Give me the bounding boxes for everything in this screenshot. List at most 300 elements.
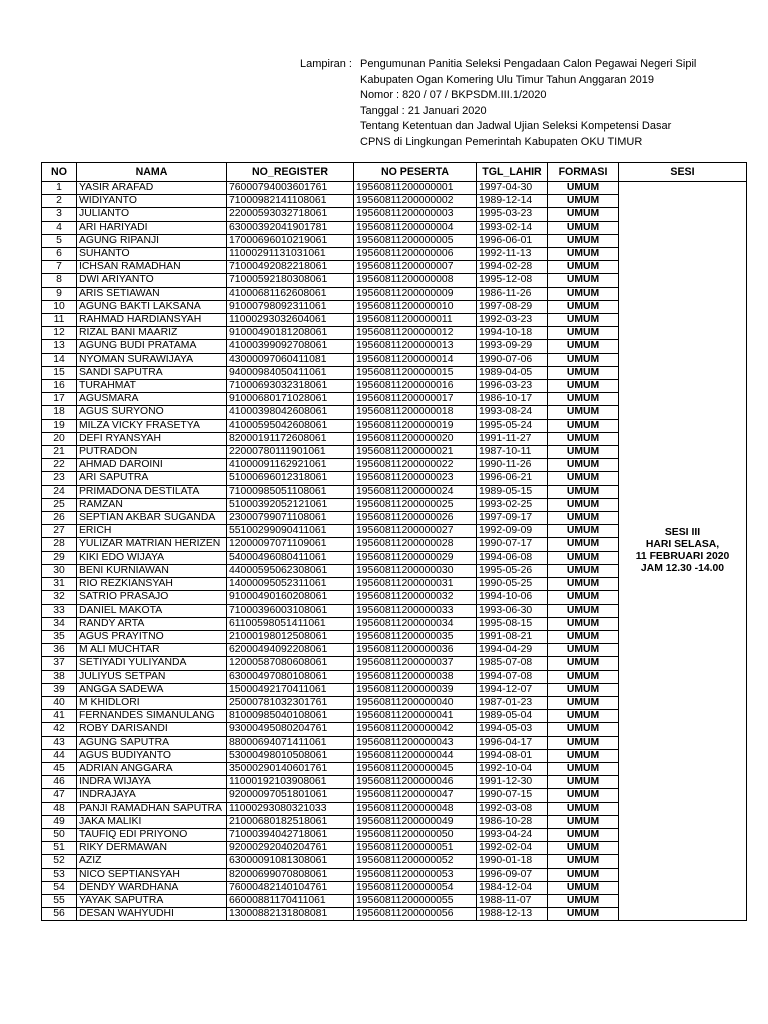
row-tgl-lahir: 1996-04-17 <box>477 736 548 749</box>
row-tgl-lahir: 1993-02-14 <box>477 221 548 234</box>
column-header-tgl-lahir: TGL_LAHIR <box>477 163 548 182</box>
row-nama: MILZA VICKY FRASETYA <box>77 419 227 432</box>
row-tgl-lahir: 1995-05-24 <box>477 419 548 432</box>
row-tgl-lahir: 1991-11-27 <box>477 432 548 445</box>
row-no: 18 <box>42 406 77 419</box>
header-line-3 <box>300 88 760 104</box>
row-tgl-lahir: 1994-12-07 <box>477 683 548 696</box>
row-no: 28 <box>42 538 77 551</box>
row-no-peserta: 19560811200000003 <box>354 208 477 221</box>
row-no-peserta: 19560811200000033 <box>354 604 477 617</box>
row-no-peserta: 19560811200000021 <box>354 446 477 459</box>
row-no: 25 <box>42 498 77 511</box>
row-nama: SEPTIAN AKBAR SUGANDA <box>77 512 227 525</box>
row-no-peserta: 19560811200000053 <box>354 868 477 881</box>
table-body <box>42 182 747 921</box>
row-no-peserta: 19560811200000025 <box>354 498 477 511</box>
row-no-register: 12000097071109061 <box>227 538 354 551</box>
row-no-peserta: 19560811200000011 <box>354 314 477 327</box>
announcement-title: Pengumunan Panitia Seleksi Pengadaan Calon Pegawai Negeri Sipil <box>360 58 697 70</box>
row-formasi: UMUM <box>548 393 619 406</box>
row-no-register: 21000198012508061 <box>227 630 354 643</box>
row-no-peserta: 19560811200000005 <box>354 234 477 247</box>
row-no-register: 41000681162608061 <box>227 287 354 300</box>
row-tgl-lahir: 1986-11-26 <box>477 287 548 300</box>
attachment-header <box>300 57 760 151</box>
row-tgl-lahir: 1988-11-07 <box>477 894 548 907</box>
row-nama: DESAN WAHYUDHI <box>77 908 227 921</box>
row-no-register: 11000291131031061 <box>227 248 354 261</box>
row-no-peserta: 19560811200000028 <box>354 538 477 551</box>
row-formasi: UMUM <box>548 446 619 459</box>
row-formasi: UMUM <box>548 855 619 868</box>
row-no: 44 <box>42 749 77 762</box>
row-no-peserta: 19560811200000045 <box>354 762 477 775</box>
attachment-label: Lampiran : <box>300 58 352 70</box>
row-nama: DANIEL MAKOTA <box>77 604 227 617</box>
row-no-peserta: 19560811200000049 <box>354 815 477 828</box>
row-formasi: UMUM <box>548 723 619 736</box>
row-formasi: UMUM <box>548 894 619 907</box>
row-no: 6 <box>42 248 77 261</box>
row-formasi: UMUM <box>548 525 619 538</box>
row-no-register: 66000881170411061 <box>227 894 354 907</box>
row-no: 26 <box>42 512 77 525</box>
row-tgl-lahir: 1989-05-15 <box>477 485 548 498</box>
row-nama: ROBY DARISANDI <box>77 723 227 736</box>
row-no-register: 62000494092208061 <box>227 644 354 657</box>
row-no: 40 <box>42 696 77 709</box>
row-nama: SUHANTO <box>77 248 227 261</box>
row-tgl-lahir: 1995-08-15 <box>477 617 548 630</box>
row-formasi: UMUM <box>548 234 619 247</box>
row-no-register: 22000593032718061 <box>227 208 354 221</box>
row-nama: AZIZ <box>77 855 227 868</box>
row-tgl-lahir: 1996-06-21 <box>477 472 548 485</box>
row-formasi: UMUM <box>548 762 619 775</box>
row-no: 5 <box>42 234 77 247</box>
row-no: 51 <box>42 842 77 855</box>
row-no-register: 41000595042608061 <box>227 419 354 432</box>
row-tgl-lahir: 1994-04-29 <box>477 644 548 657</box>
row-tgl-lahir: 1990-01-18 <box>477 855 548 868</box>
row-tgl-lahir: 1995-12-08 <box>477 274 548 287</box>
row-tgl-lahir: 1986-10-28 <box>477 815 548 828</box>
row-no: 53 <box>42 868 77 881</box>
row-formasi: UMUM <box>548 498 619 511</box>
row-no-register: 71000592180308061 <box>227 274 354 287</box>
row-no-register: 92000292040204761 <box>227 842 354 855</box>
row-nama: INDRAJAYA <box>77 789 227 802</box>
row-no: 24 <box>42 485 77 498</box>
row-nama: AGUNG SAPUTRA <box>77 736 227 749</box>
row-tgl-lahir: 1996-06-01 <box>477 234 548 247</box>
row-no: 42 <box>42 723 77 736</box>
row-no-register: 41000398042608061 <box>227 406 354 419</box>
row-no-peserta: 19560811200000037 <box>354 657 477 670</box>
row-no-peserta: 19560811200000007 <box>354 261 477 274</box>
row-nama: PRIMADONA DESTILATA <box>77 485 227 498</box>
row-no: 14 <box>42 353 77 366</box>
row-no: 13 <box>42 340 77 353</box>
row-formasi: UMUM <box>548 248 619 261</box>
row-formasi: UMUM <box>548 617 619 630</box>
row-no: 54 <box>42 881 77 894</box>
row-no-peserta: 19560811200000042 <box>354 723 477 736</box>
session-info-cell <box>619 182 747 921</box>
row-nama: AGUNG BUDI PRATAMA <box>77 340 227 353</box>
row-no: 52 <box>42 855 77 868</box>
row-formasi: UMUM <box>548 657 619 670</box>
row-no: 3 <box>42 208 77 221</box>
row-nama: JULIANTO <box>77 208 227 221</box>
row-no-peserta: 19560811200000043 <box>354 736 477 749</box>
row-formasi: UMUM <box>548 419 619 432</box>
row-no-register: 82000191172608061 <box>227 432 354 445</box>
row-no-peserta: 19560811200000047 <box>354 789 477 802</box>
row-no: 20 <box>42 432 77 445</box>
row-no-peserta: 19560811200000031 <box>354 578 477 591</box>
row-no-peserta: 19560811200000039 <box>354 683 477 696</box>
row-no: 27 <box>42 525 77 538</box>
row-tgl-lahir: 1993-02-25 <box>477 498 548 511</box>
row-no-register: 17000696010219061 <box>227 234 354 247</box>
row-no: 17 <box>42 393 77 406</box>
row-no-register: 91000490181208061 <box>227 327 354 340</box>
row-nama: PANJI RAMADHAN SAPUTRA <box>77 802 227 815</box>
row-formasi: UMUM <box>548 881 619 894</box>
row-tgl-lahir: 1986-10-17 <box>477 393 548 406</box>
row-nama: TURAHMAT <box>77 380 227 393</box>
row-no-register: 13000882131808081 <box>227 908 354 921</box>
row-no-peserta: 19560811200000014 <box>354 353 477 366</box>
row-formasi: UMUM <box>548 815 619 828</box>
row-nama: RIKY DERMAWAN <box>77 842 227 855</box>
session-line: 11 FEBRUARI 2020 <box>635 551 730 563</box>
row-no-peserta: 19560811200000030 <box>354 564 477 577</box>
row-no-peserta: 19560811200000002 <box>354 195 477 208</box>
row-formasi: UMUM <box>548 353 619 366</box>
row-no-peserta: 19560811200000038 <box>354 670 477 683</box>
row-no-register: 71000982141108061 <box>227 195 354 208</box>
table-header-row <box>42 163 747 182</box>
row-nama: AGUSMARA <box>77 393 227 406</box>
row-no-register: 11000293032604061 <box>227 314 354 327</box>
row-no: 38 <box>42 670 77 683</box>
row-no-register: 35000290140601761 <box>227 762 354 775</box>
row-no-register: 92000097051801061 <box>227 789 354 802</box>
row-no-register: 21000680182518061 <box>227 815 354 828</box>
row-formasi: UMUM <box>548 908 619 921</box>
row-formasi: UMUM <box>548 802 619 815</box>
row-no-peserta: 19560811200000022 <box>354 459 477 472</box>
row-formasi: UMUM <box>548 406 619 419</box>
row-no-peserta: 19560811200000041 <box>354 710 477 723</box>
row-no-peserta: 19560811200000044 <box>354 749 477 762</box>
row-tgl-lahir: 1992-11-13 <box>477 248 548 261</box>
row-no-register: 63000392041901781 <box>227 221 354 234</box>
row-no-register: 54000496080411061 <box>227 551 354 564</box>
row-nama: WIDIYANTO <box>77 195 227 208</box>
row-formasi: UMUM <box>548 868 619 881</box>
row-no-peserta: 19560811200000050 <box>354 828 477 841</box>
row-no-register: 88000694071411061 <box>227 736 354 749</box>
row-no: 23 <box>42 472 77 485</box>
row-formasi: UMUM <box>548 208 619 221</box>
row-nama: YULIZAR MATRIAN HERIZEN <box>77 538 227 551</box>
row-no: 49 <box>42 815 77 828</box>
row-no-peserta: 19560811200000024 <box>354 485 477 498</box>
row-no-register: 53000498010508061 <box>227 749 354 762</box>
row-tgl-lahir: 1990-07-06 <box>477 353 548 366</box>
row-formasi: UMUM <box>548 789 619 802</box>
row-no-register: 94000984050411061 <box>227 366 354 379</box>
row-no: 31 <box>42 578 77 591</box>
row-nama: M KHIDLORI <box>77 696 227 709</box>
row-tgl-lahir: 1989-04-05 <box>477 366 548 379</box>
row-formasi: UMUM <box>548 314 619 327</box>
row-formasi: UMUM <box>548 644 619 657</box>
row-no: 4 <box>42 221 77 234</box>
row-tgl-lahir: 1992-09-09 <box>477 525 548 538</box>
row-no: 41 <box>42 710 77 723</box>
header-line-5 <box>300 119 760 135</box>
row-tgl-lahir: 1997-04-30 <box>477 182 548 195</box>
row-no-peserta: 19560811200000029 <box>354 551 477 564</box>
row-nama: RIO REZKIANSYAH <box>77 578 227 591</box>
row-no-peserta: 19560811200000055 <box>354 894 477 907</box>
row-no-register: 61100598051411061 <box>227 617 354 630</box>
row-tgl-lahir: 1991-12-30 <box>477 776 548 789</box>
row-no-register: 82000699070808061 <box>227 868 354 881</box>
row-nama: ARI HARIYADI <box>77 221 227 234</box>
row-nama: SATRIO PRASAJO <box>77 591 227 604</box>
row-no-register: 71000396003108061 <box>227 604 354 617</box>
row-no: 29 <box>42 551 77 564</box>
row-nama: RIZAL BANI MAARIZ <box>77 327 227 340</box>
row-no: 45 <box>42 762 77 775</box>
row-nama: AGUS SURYONO <box>77 406 227 419</box>
row-tgl-lahir: 1985-07-08 <box>477 657 548 670</box>
row-nama: ERICH <box>77 525 227 538</box>
row-no-peserta: 19560811200000017 <box>354 393 477 406</box>
row-formasi: UMUM <box>548 380 619 393</box>
row-nama: ARI SAPUTRA <box>77 472 227 485</box>
row-formasi: UMUM <box>548 591 619 604</box>
row-formasi: UMUM <box>548 485 619 498</box>
row-no-peserta: 19560811200000006 <box>354 248 477 261</box>
row-no-register: 51000696012318061 <box>227 472 354 485</box>
row-tgl-lahir: 1993-09-29 <box>477 340 548 353</box>
row-no-peserta: 19560811200000040 <box>354 696 477 709</box>
row-formasi: UMUM <box>548 842 619 855</box>
row-tgl-lahir: 1992-02-04 <box>477 842 548 855</box>
row-nama: DENDY WARDHANA <box>77 881 227 894</box>
row-nama: ARIS SETIAWAN <box>77 287 227 300</box>
row-no: 43 <box>42 736 77 749</box>
row-nama: RAMZAN <box>77 498 227 511</box>
participant-table <box>41 162 747 921</box>
row-no-register: 25000781032301761 <box>227 696 354 709</box>
row-no-peserta: 19560811200000046 <box>354 776 477 789</box>
row-no: 8 <box>42 274 77 287</box>
row-nama: TAUFIQ EDI PRIYONO <box>77 828 227 841</box>
row-tgl-lahir: 1995-03-23 <box>477 208 548 221</box>
row-no: 30 <box>42 564 77 577</box>
row-tgl-lahir: 1984-12-04 <box>477 881 548 894</box>
row-tgl-lahir: 1989-12-14 <box>477 195 548 208</box>
row-nama: ANGGA SADEWA <box>77 683 227 696</box>
row-no-register: 71000693032318061 <box>227 380 354 393</box>
row-no-peserta: 19560811200000009 <box>354 287 477 300</box>
row-tgl-lahir: 1990-11-26 <box>477 459 548 472</box>
row-no: 10 <box>42 300 77 313</box>
row-no-peserta: 19560811200000054 <box>354 881 477 894</box>
row-nama: DEFI RYANSYAH <box>77 432 227 445</box>
row-formasi: UMUM <box>548 564 619 577</box>
row-no-register: 23000799071108061 <box>227 512 354 525</box>
row-no-peserta: 19560811200000010 <box>354 300 477 313</box>
row-formasi: UMUM <box>548 710 619 723</box>
regency-line: Kabupaten Ogan Komering Ulu Timur Tahun Anggaran 2019 <box>360 73 654 86</box>
row-no-peserta: 19560811200000034 <box>354 617 477 630</box>
row-tgl-lahir: 1991-08-21 <box>477 630 548 643</box>
row-formasi: UMUM <box>548 736 619 749</box>
row-formasi: UMUM <box>548 327 619 340</box>
row-no-register: 93000495080204761 <box>227 723 354 736</box>
row-no-register: 91000798092311061 <box>227 300 354 313</box>
row-nama: RANDY ARTA <box>77 617 227 630</box>
session-line: HARI SELASA, <box>645 538 720 550</box>
header-line-4 <box>300 104 760 120</box>
row-no: 7 <box>42 261 77 274</box>
row-no: 15 <box>42 366 77 379</box>
row-nama: RAHMAD HARDIANSYAH <box>77 314 227 327</box>
row-no-register: 12000587080608061 <box>227 657 354 670</box>
row-no-peserta: 19560811200000013 <box>354 340 477 353</box>
row-no-peserta: 19560811200000036 <box>354 644 477 657</box>
row-no-register: 15000492170411061 <box>227 683 354 696</box>
row-formasi: UMUM <box>548 274 619 287</box>
row-tgl-lahir: 1994-07-08 <box>477 670 548 683</box>
row-no: 32 <box>42 591 77 604</box>
row-no-register: 11000293080321033 <box>227 802 354 815</box>
subject-line-2: CPNS di Lingkungan Pemerintah Kabupaten OKU TIMUR <box>360 135 643 148</box>
row-tgl-lahir: 1997-08-29 <box>477 300 548 313</box>
column-header-nama: NAMA <box>77 163 227 182</box>
row-no-peserta: 19560811200000004 <box>354 221 477 234</box>
row-no-peserta: 19560811200000051 <box>354 842 477 855</box>
column-header-no-register: NO_REGISTER <box>227 163 354 182</box>
row-tgl-lahir: 1993-08-24 <box>477 406 548 419</box>
row-no: 22 <box>42 459 77 472</box>
row-nama: AGUNG BAKTI LAKSANA <box>77 300 227 313</box>
column-header-sesi: SESI <box>619 163 747 182</box>
row-no-register: 63000091081308061 <box>227 855 354 868</box>
row-nama: YAYAK SAPUTRA <box>77 894 227 907</box>
row-no-peserta: 19560811200000048 <box>354 802 477 815</box>
row-no: 50 <box>42 828 77 841</box>
row-nama: ICHSAN RAMADHAN <box>77 261 227 274</box>
row-no-register: 55100299090411061 <box>227 525 354 538</box>
row-no: 55 <box>42 894 77 907</box>
row-no-register: 41000091162921061 <box>227 459 354 472</box>
row-nama: NICO SEPTIANSYAH <box>77 868 227 881</box>
row-formasi: UMUM <box>548 340 619 353</box>
row-formasi: UMUM <box>548 604 619 617</box>
row-formasi: UMUM <box>548 182 619 195</box>
row-no-register: 14000095052311061 <box>227 578 354 591</box>
row-formasi: UMUM <box>548 221 619 234</box>
row-formasi: UMUM <box>548 630 619 643</box>
row-tgl-lahir: 1994-08-01 <box>477 749 548 762</box>
row-tgl-lahir: 1993-06-30 <box>477 604 548 617</box>
row-tgl-lahir: 1995-05-26 <box>477 564 548 577</box>
row-no-register: 41000399092708061 <box>227 340 354 353</box>
row-no-register: 71000492082218061 <box>227 261 354 274</box>
row-formasi: UMUM <box>548 472 619 485</box>
row-nama: AGUS PRAYITNO <box>77 630 227 643</box>
row-formasi: UMUM <box>548 459 619 472</box>
row-nama: BENI KURNIAWAN <box>77 564 227 577</box>
row-no: 47 <box>42 789 77 802</box>
row-tgl-lahir: 1992-10-04 <box>477 762 548 775</box>
row-no-peserta: 19560811200000018 <box>354 406 477 419</box>
row-nama: DWI ARIYANTO <box>77 274 227 287</box>
row-formasi: UMUM <box>548 551 619 564</box>
row-nama: JAKA MALIKI <box>77 815 227 828</box>
table-row <box>42 182 747 195</box>
row-no-register: 44000595062308061 <box>227 564 354 577</box>
row-no-peserta: 19560811200000023 <box>354 472 477 485</box>
row-nama: M ALI MUCHTAR <box>77 644 227 657</box>
row-formasi: UMUM <box>548 776 619 789</box>
row-no: 12 <box>42 327 77 340</box>
row-no: 19 <box>42 419 77 432</box>
row-tgl-lahir: 1989-05-04 <box>477 710 548 723</box>
row-nama: JULIYUS SETPAN <box>77 670 227 683</box>
row-no: 1 <box>42 182 77 195</box>
row-no-register: 91000490160208061 <box>227 591 354 604</box>
row-formasi: UMUM <box>548 538 619 551</box>
column-header-no: NO <box>42 163 77 182</box>
row-nama: KIKI EDO WIJAYA <box>77 551 227 564</box>
row-tgl-lahir: 1990-05-25 <box>477 578 548 591</box>
subject-line-1: Tentang Ketentuan dan Jadwal Ujian Seleksi Kompetensi Dasar <box>360 120 672 133</box>
row-tgl-lahir: 1987-10-11 <box>477 446 548 459</box>
row-tgl-lahir: 1996-03-23 <box>477 380 548 393</box>
row-no-peserta: 19560811200000026 <box>354 512 477 525</box>
header-line-6 <box>300 135 760 151</box>
row-no: 56 <box>42 908 77 921</box>
row-tgl-lahir: 1994-05-03 <box>477 723 548 736</box>
row-formasi: UMUM <box>548 828 619 841</box>
row-no-register: 51000392052121061 <box>227 498 354 511</box>
row-no-peserta: 19560811200000035 <box>354 630 477 643</box>
row-nama: AHMAD DAROINI <box>77 459 227 472</box>
row-no-peserta: 19560811200000027 <box>354 525 477 538</box>
row-no: 36 <box>42 644 77 657</box>
row-tgl-lahir: 1994-06-08 <box>477 551 548 564</box>
session-line: SESI III <box>664 526 701 538</box>
row-no: 46 <box>42 776 77 789</box>
row-no: 11 <box>42 314 77 327</box>
row-tgl-lahir: 1996-09-07 <box>477 868 548 881</box>
row-no-peserta: 19560811200000020 <box>354 432 477 445</box>
row-nama: PUTRADON <box>77 446 227 459</box>
row-formasi: UMUM <box>548 366 619 379</box>
document-date: Tanggal : 21 Januari 2020 <box>360 104 487 117</box>
